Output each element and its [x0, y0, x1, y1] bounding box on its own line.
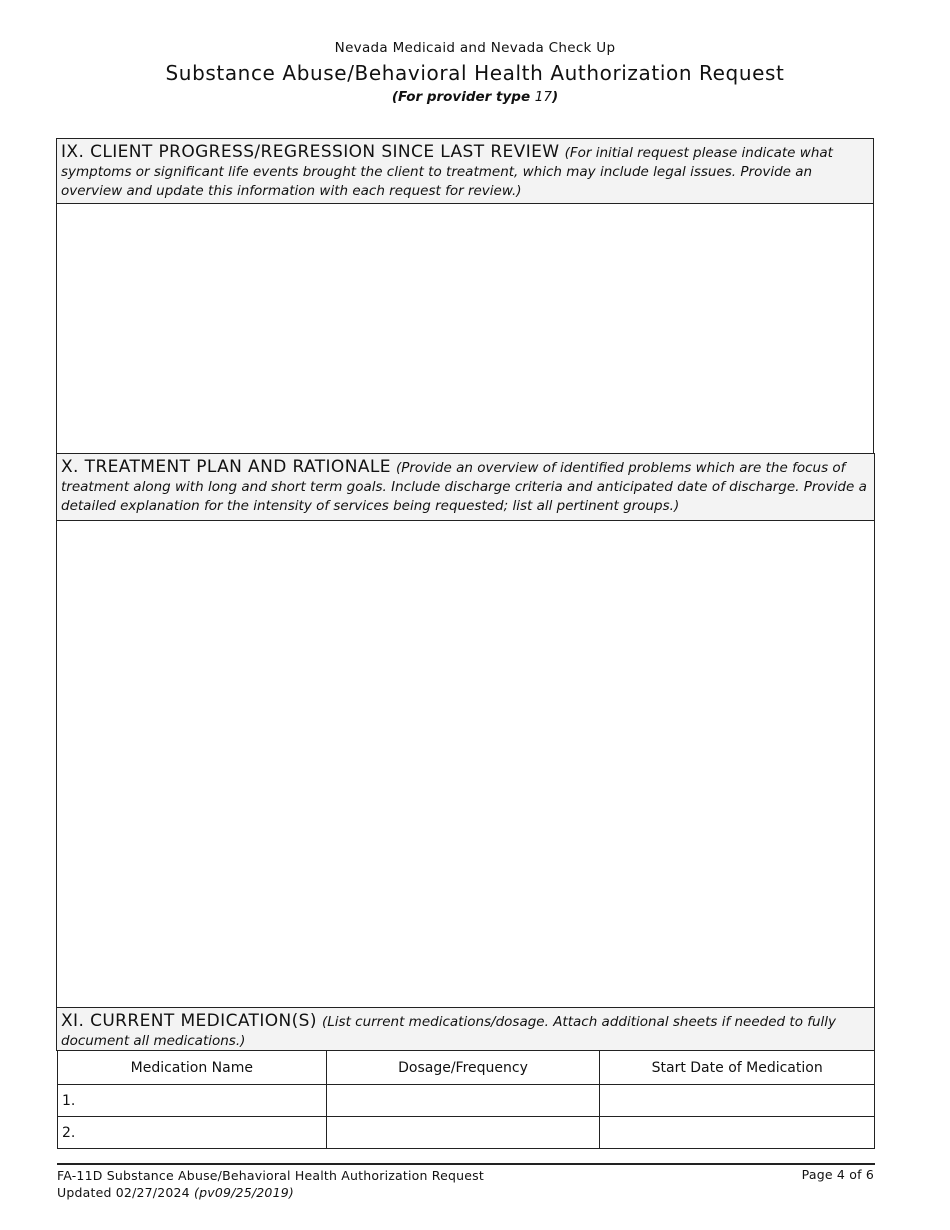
subtitle-suffix: )	[551, 89, 559, 105]
medication-name-cell-2[interactable]	[58, 1117, 327, 1149]
medication-name-cell-1[interactable]	[58, 1085, 327, 1117]
section-x-instructions: (Provide an overview of identified problems which are the focus of treatment along with long and short term goals. Include discharge criteria and anticipated date of discharge. Provide a detailed explanation for the intensity of services being requested; list all pertinent groups.)	[61, 460, 867, 514]
section-ix-instructions: (For initial request please indicate what symptoms or significant life events brought the client to treatment, which may include legal issues. Provide an overview and update this information with each request for review.)	[61, 145, 833, 199]
page-number: Page 4 of 6	[801, 1167, 874, 1182]
form-title: Substance Abuse/Behavioral Health Authorization Request	[165, 61, 785, 85]
medications-header-row	[58, 1051, 875, 1085]
footer-updated: Updated 02/27/2024	[57, 1185, 190, 1200]
footer-divider	[57, 1163, 875, 1165]
medications-table	[57, 1050, 875, 1149]
section-xi-title: XI. CURRENT MEDICATION(S)	[61, 1011, 317, 1031]
footer-form-info	[57, 1167, 484, 1201]
start-date-cell-2[interactable]	[600, 1117, 875, 1149]
table-row	[58, 1085, 875, 1117]
column-header-dosage-frequency: Dosage/Frequency	[326, 1051, 600, 1085]
section-x-textarea[interactable]	[56, 520, 875, 1008]
start-date-cell-1[interactable]	[600, 1085, 875, 1117]
section-x-title: X. TREATMENT PLAN AND RATIONALE	[61, 457, 391, 477]
row-number: 2.	[62, 1124, 76, 1141]
dosage-cell-2[interactable]	[326, 1117, 600, 1149]
table-row	[58, 1117, 875, 1149]
section-xi-header	[56, 1007, 875, 1051]
footer-updated-line	[57, 1184, 484, 1201]
section-ix-title: IX. CLIENT PROGRESS/REGRESSION SINCE LAST REVIEW	[61, 142, 560, 162]
agency-name: Nevada Medicaid and Nevada Check Up	[334, 40, 616, 56]
footer-form-name: FA-11D Substance Abuse/Behavioral Health Authorization Request	[57, 1168, 484, 1183]
provider-type-number: 17	[534, 89, 552, 105]
section-ix-header	[56, 138, 874, 204]
row-number: 1.	[62, 1092, 76, 1109]
form-subtitle	[0, 89, 950, 105]
section-ix-textarea[interactable]	[56, 203, 874, 454]
column-header-start-date: Start Date of Medication	[600, 1051, 875, 1085]
section-xi-instructions: (List current medications/dosage. Attach additional sheets if needed to fully document all medications.)	[61, 1014, 837, 1049]
footer-prev-version: (pv09/25/2019)	[194, 1185, 294, 1200]
subtitle-prefix: (For provider type	[391, 89, 535, 105]
column-header-medication-name: Medication Name	[58, 1051, 327, 1085]
section-x-header	[56, 453, 875, 521]
dosage-cell-1[interactable]	[326, 1085, 600, 1117]
